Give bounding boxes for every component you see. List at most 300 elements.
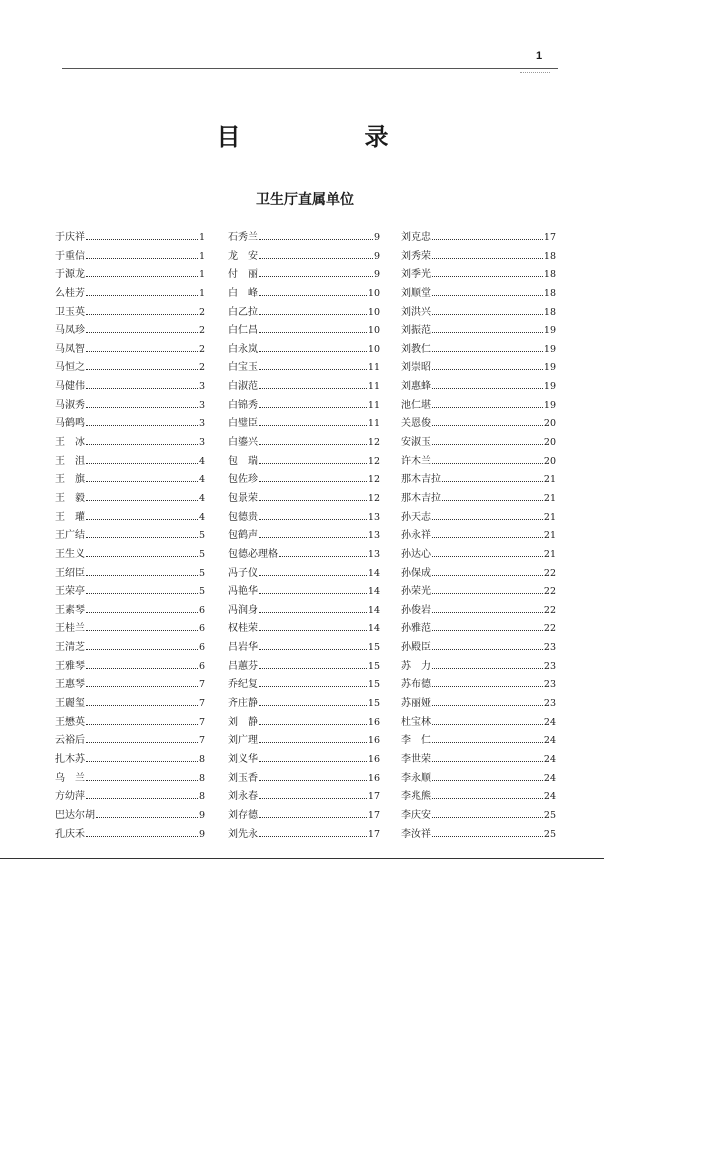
toc-entry-name: 马鹤鸣 [55, 418, 85, 430]
toc-entry-name: 于庆祥 [55, 232, 85, 243]
toc-entry-page: 25 [543, 809, 556, 821]
toc-entry-page: 22 [543, 623, 556, 635]
toc-entry-name: 于重信 [55, 250, 85, 262]
toc-entry-name: 冯子仪 [228, 567, 258, 579]
toc-entry-page: 24 [543, 772, 556, 784]
toc-entry-name: 齐庄静 [228, 698, 258, 710]
toc-entry-page: 15 [367, 642, 380, 654]
toc-entry-page: 23 [543, 642, 556, 654]
toc-entry-page: 4 [198, 474, 205, 486]
toc-entry-page: 19 [543, 399, 556, 411]
toc-entry[interactable] [228, 285, 380, 304]
toc-entry-name: 安淑玉 [401, 437, 431, 449]
toc-entry[interactable] [401, 770, 556, 789]
toc-entry-page: 3 [198, 399, 205, 411]
toc-entry-name: 王 冰 [55, 437, 85, 449]
toc-entry-page: 14 [367, 604, 380, 616]
top-rule [62, 68, 558, 69]
toc-entry[interactable] [228, 620, 380, 639]
leader-dots [259, 368, 367, 370]
toc-entry[interactable] [401, 527, 556, 546]
toc-entry[interactable] [228, 304, 380, 323]
leader-dots [432, 555, 543, 557]
leader-dots [86, 611, 198, 613]
leader-dots [432, 685, 543, 687]
toc-entry[interactable] [228, 565, 380, 584]
toc-entry[interactable] [228, 490, 380, 509]
toc-entry[interactable] [401, 620, 556, 639]
leader-dots [259, 797, 367, 799]
toc-entry[interactable] [228, 826, 380, 845]
toc-entry[interactable] [228, 770, 380, 789]
toc-entry[interactable] [55, 434, 205, 453]
toc-entry-page: 8 [198, 791, 205, 803]
toc-entry-name: 么桂芳 [55, 287, 85, 299]
toc-entry-page: 23 [543, 698, 556, 710]
toc-entry-name: 孙永祥 [401, 530, 431, 542]
toc-entry-page: 21 [543, 492, 556, 504]
toc-entry[interactable] [401, 826, 556, 845]
toc-entry[interactable] [228, 229, 380, 248]
leader-dots [432, 611, 543, 613]
leader-dots [86, 499, 198, 501]
leader-dots [259, 331, 367, 333]
toc-entry-page: 12 [367, 492, 380, 504]
toc-entry-page: 20 [543, 418, 556, 430]
toc-entry[interactable] [55, 378, 205, 397]
toc-entry[interactable] [228, 788, 380, 807]
toc-entry[interactable] [55, 248, 205, 267]
toc-entry[interactable] [228, 751, 380, 770]
leader-dots [259, 424, 367, 426]
toc-entry[interactable] [55, 658, 205, 677]
toc-entry-page: 15 [367, 660, 380, 672]
toc-entry[interactable] [228, 341, 380, 360]
toc-entry-name: 李庆安 [401, 809, 431, 821]
toc-entry[interactable] [228, 415, 380, 434]
toc-entry-page: 11 [367, 362, 380, 374]
toc-entry[interactable] [228, 248, 380, 267]
toc-entry-page: 5 [198, 567, 205, 579]
leader-dots [432, 275, 543, 277]
toc-entry-page: 9 [373, 269, 380, 281]
leader-dots [259, 667, 367, 669]
toc-entry[interactable] [55, 322, 205, 341]
toc-entry[interactable] [55, 807, 205, 826]
toc-entry-page: 9 [198, 828, 205, 840]
bottom-rule [0, 858, 604, 859]
toc-entry-name: 李汝祥 [401, 828, 431, 840]
toc-entry-page: 13 [367, 511, 380, 523]
leader-dots [86, 592, 198, 594]
toc-entry-page: 19 [543, 362, 556, 374]
toc-entry-page: 22 [543, 604, 556, 616]
toc-entry[interactable] [401, 471, 556, 490]
toc-entry[interactable] [55, 676, 205, 695]
toc-entry-name: 卫玉英 [55, 306, 85, 318]
toc-entry[interactable] [401, 304, 556, 323]
toc-entry-name: 白锦秀 [228, 399, 258, 411]
toc-entry-page: 9 [373, 250, 380, 262]
toc-entry-page: 18 [543, 287, 556, 299]
toc-entry-name: 乔纪复 [228, 679, 258, 691]
toc-entry-name: 白 峰 [228, 287, 258, 299]
toc-entry-page: 11 [367, 399, 380, 411]
leader-dots [259, 574, 367, 576]
toc-entry[interactable] [228, 676, 380, 695]
leader-dots [86, 424, 198, 426]
leader-dots [432, 257, 543, 259]
toc-entry[interactable] [55, 397, 205, 416]
toc-entry[interactable] [228, 695, 380, 714]
toc-entry-page: 15 [367, 698, 380, 710]
toc-entry-page: 7 [198, 679, 205, 691]
leader-dots [279, 555, 367, 557]
toc-entry-page: 1 [198, 232, 205, 243]
toc-entry[interactable] [401, 453, 556, 472]
leader-dots [86, 536, 198, 538]
toc-entry[interactable] [401, 359, 556, 378]
leader-dots [86, 518, 198, 520]
toc-entry[interactable] [228, 509, 380, 528]
toc-entry[interactable] [401, 285, 556, 304]
leader-dots [259, 685, 367, 687]
leader-dots [86, 648, 198, 650]
toc-entry[interactable] [55, 509, 205, 528]
toc-entry-name: 刘崇昭 [401, 362, 431, 374]
toc-entry[interactable] [228, 807, 380, 826]
toc-entry[interactable] [401, 248, 556, 267]
toc-entry[interactable] [55, 304, 205, 323]
toc-entry[interactable] [55, 229, 205, 248]
toc-entry[interactable] [228, 732, 380, 751]
toc-entry-name: 那木吉拉 [401, 492, 441, 504]
toc-entry[interactable] [228, 266, 380, 285]
toc-entry[interactable] [55, 415, 205, 434]
toc-entry-page: 14 [367, 586, 380, 598]
toc-entry-name: 白仁昌 [228, 325, 258, 337]
toc-entry-page: 11 [367, 381, 380, 393]
leader-dots [86, 667, 198, 669]
leader-dots [432, 741, 543, 743]
toc-entry-name: 刘先永 [228, 828, 258, 840]
toc-entry[interactable] [55, 359, 205, 378]
toc-entry[interactable] [401, 714, 556, 733]
toc-entry[interactable] [401, 602, 556, 621]
leader-dots [432, 760, 543, 762]
leader-dots [259, 723, 367, 725]
toc-entry[interactable] [401, 788, 556, 807]
toc-entry[interactable] [401, 322, 556, 341]
toc-column-3 [401, 229, 556, 844]
toc-entry[interactable] [401, 229, 556, 248]
toc-entry[interactable] [55, 602, 205, 621]
toc-entry-page: 24 [543, 735, 556, 747]
toc-entry-page: 10 [367, 306, 380, 318]
toc-entry-page: 25 [543, 828, 556, 840]
leader-dots [259, 275, 373, 277]
toc-entry-page: 24 [543, 753, 556, 765]
toc-entry[interactable] [55, 732, 205, 751]
leader-dots [432, 313, 543, 315]
toc-entry[interactable] [401, 658, 556, 677]
toc-entry-page: 19 [543, 325, 556, 337]
leader-dots [432, 779, 543, 781]
toc-entry[interactable] [401, 490, 556, 509]
toc-entry-name: 马恒之 [55, 362, 85, 374]
toc-entry[interactable] [55, 285, 205, 304]
toc-entry-page: 4 [198, 455, 205, 467]
toc-entry-page: 17 [367, 791, 380, 803]
leader-dots [432, 294, 543, 296]
toc-entry-name: 王广结 [55, 530, 85, 542]
leader-dots [432, 406, 543, 408]
leader-dots [86, 797, 198, 799]
toc-entry-name: 扎木苏 [55, 753, 85, 765]
toc-entry[interactable] [55, 490, 205, 509]
toc-entry-page: 12 [367, 455, 380, 467]
leader-dots [259, 480, 367, 482]
toc-entry[interactable] [401, 341, 556, 360]
toc-entry[interactable] [401, 546, 556, 565]
toc-entry-name: 于源龙 [55, 269, 85, 281]
toc-entry-page: 20 [543, 437, 556, 449]
toc-entry[interactable] [228, 397, 380, 416]
toc-entry[interactable] [401, 807, 556, 826]
toc-entry-page: 19 [543, 381, 556, 393]
toc-entry-name: 刘洪兴 [401, 306, 431, 318]
toc-entry-page: 16 [367, 735, 380, 747]
toc-entry-page: 2 [198, 362, 205, 374]
toc-entry-name: 李兆熊 [401, 791, 431, 803]
toc-entry-name: 刘季光 [401, 269, 431, 281]
toc-entry[interactable] [55, 714, 205, 733]
toc-entry[interactable] [228, 434, 380, 453]
toc-entry[interactable] [401, 266, 556, 285]
toc-entry-name: 冯润身 [228, 604, 258, 616]
toc-column-2 [228, 229, 380, 844]
toc-entry-name: 包景荣 [228, 492, 258, 504]
toc-entry-page: 2 [198, 343, 205, 355]
top-rule-faint [520, 72, 550, 73]
leader-dots [259, 238, 373, 240]
toc-entry-page: 8 [198, 772, 205, 784]
toc-entry-name: 白鎏兴 [228, 437, 258, 449]
toc-entry-page: 14 [367, 623, 380, 635]
leader-dots [259, 443, 367, 445]
toc-entry[interactable] [228, 583, 380, 602]
leader-dots [432, 835, 543, 837]
toc-entry[interactable] [401, 378, 556, 397]
toc-entry-name: 池仁堪 [401, 399, 431, 411]
leader-dots [259, 648, 367, 650]
toc-entry-page: 4 [198, 511, 205, 523]
toc-entry-name: 关恩俊 [401, 418, 431, 430]
toc-entry-page: 17 [367, 809, 380, 821]
toc-entry[interactable] [55, 527, 205, 546]
toc-entry-name: 马健伟 [55, 381, 85, 393]
leader-dots [432, 536, 543, 538]
toc-entry-page: 9 [373, 232, 380, 243]
toc-entry[interactable] [228, 378, 380, 397]
leader-dots [432, 443, 543, 445]
toc-entry[interactable] [401, 415, 556, 434]
toc-entry[interactable] [228, 602, 380, 621]
toc-entry-page: 21 [543, 548, 556, 560]
toc-entry-page: 2 [198, 306, 205, 318]
toc-entry-page: 2 [198, 325, 205, 337]
toc-entry[interactable] [55, 826, 205, 845]
toc-entry-name: 孙保成 [401, 567, 431, 579]
toc-entry[interactable] [401, 397, 556, 416]
toc-entry-name: 包鹤声 [228, 530, 258, 542]
toc-entry[interactable] [228, 322, 380, 341]
toc-entry-name: 王 瓘 [55, 511, 85, 523]
toc-entry[interactable] [228, 658, 380, 677]
leader-dots [432, 387, 543, 389]
toc-entry-name: 王麗玺 [55, 698, 85, 710]
toc-entry[interactable] [401, 732, 556, 751]
leader-dots [86, 741, 198, 743]
toc-entry-name: 王惠琴 [55, 679, 85, 691]
toc-entry-name: 刘 静 [228, 716, 258, 728]
toc-entry[interactable] [401, 639, 556, 658]
toc-entry[interactable] [228, 527, 380, 546]
toc-entry[interactable] [401, 676, 556, 695]
toc-entry-name: 许木兰 [401, 455, 431, 467]
toc-entry-page: 4 [198, 492, 205, 504]
leader-dots [259, 350, 367, 352]
leader-dots [432, 592, 543, 594]
toc-entry[interactable] [228, 546, 380, 565]
leader-dots [259, 835, 367, 837]
leader-dots [86, 331, 198, 333]
leader-dots [442, 480, 543, 482]
leader-dots [86, 313, 198, 315]
toc-entry[interactable] [55, 341, 205, 360]
toc-entry-name: 乌 兰 [55, 772, 85, 784]
leader-dots [432, 574, 543, 576]
toc-entry-name: 包德贵 [228, 511, 258, 523]
toc-entry-page: 23 [543, 679, 556, 691]
leader-dots [432, 704, 543, 706]
toc-entry-name: 云裕后 [55, 735, 85, 747]
toc-entry-name: 王桂兰 [55, 623, 85, 635]
leader-dots [442, 499, 543, 501]
toc-entry[interactable] [55, 620, 205, 639]
leader-dots [432, 667, 543, 669]
toc-entry-name: 王素琴 [55, 604, 85, 616]
leader-dots [86, 704, 198, 706]
leader-dots [259, 629, 367, 631]
leader-dots [86, 406, 198, 408]
leader-dots [86, 462, 198, 464]
toc-entry-page: 13 [367, 530, 380, 542]
toc-entry-name: 冯艳华 [228, 586, 258, 598]
toc-entry-page: 22 [543, 586, 556, 598]
toc-entry-page: 5 [198, 530, 205, 542]
toc-entry-name: 白宝玉 [228, 362, 258, 374]
toc-entry[interactable] [55, 565, 205, 584]
leader-dots [86, 629, 198, 631]
toc-entry-page: 7 [198, 735, 205, 747]
toc-entry[interactable] [55, 583, 205, 602]
toc-entry[interactable] [401, 751, 556, 770]
toc-entry-page: 9 [198, 809, 205, 821]
toc-entry[interactable] [228, 639, 380, 658]
toc-entry-page: 15 [367, 679, 380, 691]
toc-entry[interactable] [401, 565, 556, 584]
toc-entry[interactable] [55, 639, 205, 658]
toc-entry-page: 1 [198, 269, 205, 281]
toc-entry-page: 6 [198, 660, 205, 672]
toc-entry[interactable] [55, 751, 205, 770]
toc-entry-name: 包德必理格 [228, 548, 278, 560]
toc-entry[interactable] [55, 695, 205, 714]
leader-dots [86, 275, 198, 277]
toc-entry-name: 王绍臣 [55, 567, 85, 579]
leader-dots [432, 518, 543, 520]
toc-entry[interactable] [55, 266, 205, 285]
toc-entry[interactable] [55, 788, 205, 807]
toc-entry[interactable] [55, 546, 205, 565]
toc-entry[interactable] [401, 509, 556, 528]
toc-entry-name: 苏丽娅 [401, 698, 431, 710]
toc-entry[interactable] [228, 453, 380, 472]
leader-dots [432, 629, 543, 631]
leader-dots [259, 536, 367, 538]
leader-dots [259, 387, 367, 389]
toc-entry-page: 18 [543, 250, 556, 262]
toc-entry[interactable] [401, 583, 556, 602]
toc-entry-page: 1 [198, 250, 205, 262]
toc-entry[interactable] [401, 695, 556, 714]
toc-entry[interactable] [228, 714, 380, 733]
toc-entry[interactable] [228, 359, 380, 378]
toc-entry-page: 18 [543, 306, 556, 318]
toc-entry-name: 王懋英 [55, 716, 85, 728]
toc-entry-page: 6 [198, 642, 205, 654]
toc-entry-name: 那木吉拉 [401, 474, 441, 486]
toc-entry[interactable] [55, 471, 205, 490]
toc-entry-page: 16 [367, 716, 380, 728]
leader-dots [259, 294, 367, 296]
leader-dots [259, 704, 367, 706]
toc-entry-name: 孙荣光 [401, 586, 431, 598]
toc-entry-name: 刘秀荣 [401, 250, 431, 262]
toc-entry-name: 王生义 [55, 548, 85, 560]
toc-entry[interactable] [55, 453, 205, 472]
toc-entry-page: 7 [198, 698, 205, 710]
leader-dots [259, 499, 367, 501]
toc-entry[interactable] [228, 471, 380, 490]
toc-entry[interactable] [55, 770, 205, 789]
toc-entry-page: 5 [198, 586, 205, 598]
toc-entry-name: 苏布德 [401, 679, 431, 691]
leader-dots [86, 835, 198, 837]
toc-entry-page: 16 [367, 772, 380, 784]
leader-dots [259, 313, 367, 315]
toc-entry[interactable] [401, 434, 556, 453]
toc-entry-page: 10 [367, 343, 380, 355]
toc-entry-page: 10 [367, 287, 380, 299]
leader-dots [259, 257, 373, 259]
toc-entry-page: 21 [543, 511, 556, 523]
toc-entry-name: 马淑秀 [55, 399, 85, 411]
leader-dots [86, 368, 198, 370]
toc-entry-name: 权桂荣 [228, 623, 258, 635]
toc-entry-page: 14 [367, 567, 380, 579]
